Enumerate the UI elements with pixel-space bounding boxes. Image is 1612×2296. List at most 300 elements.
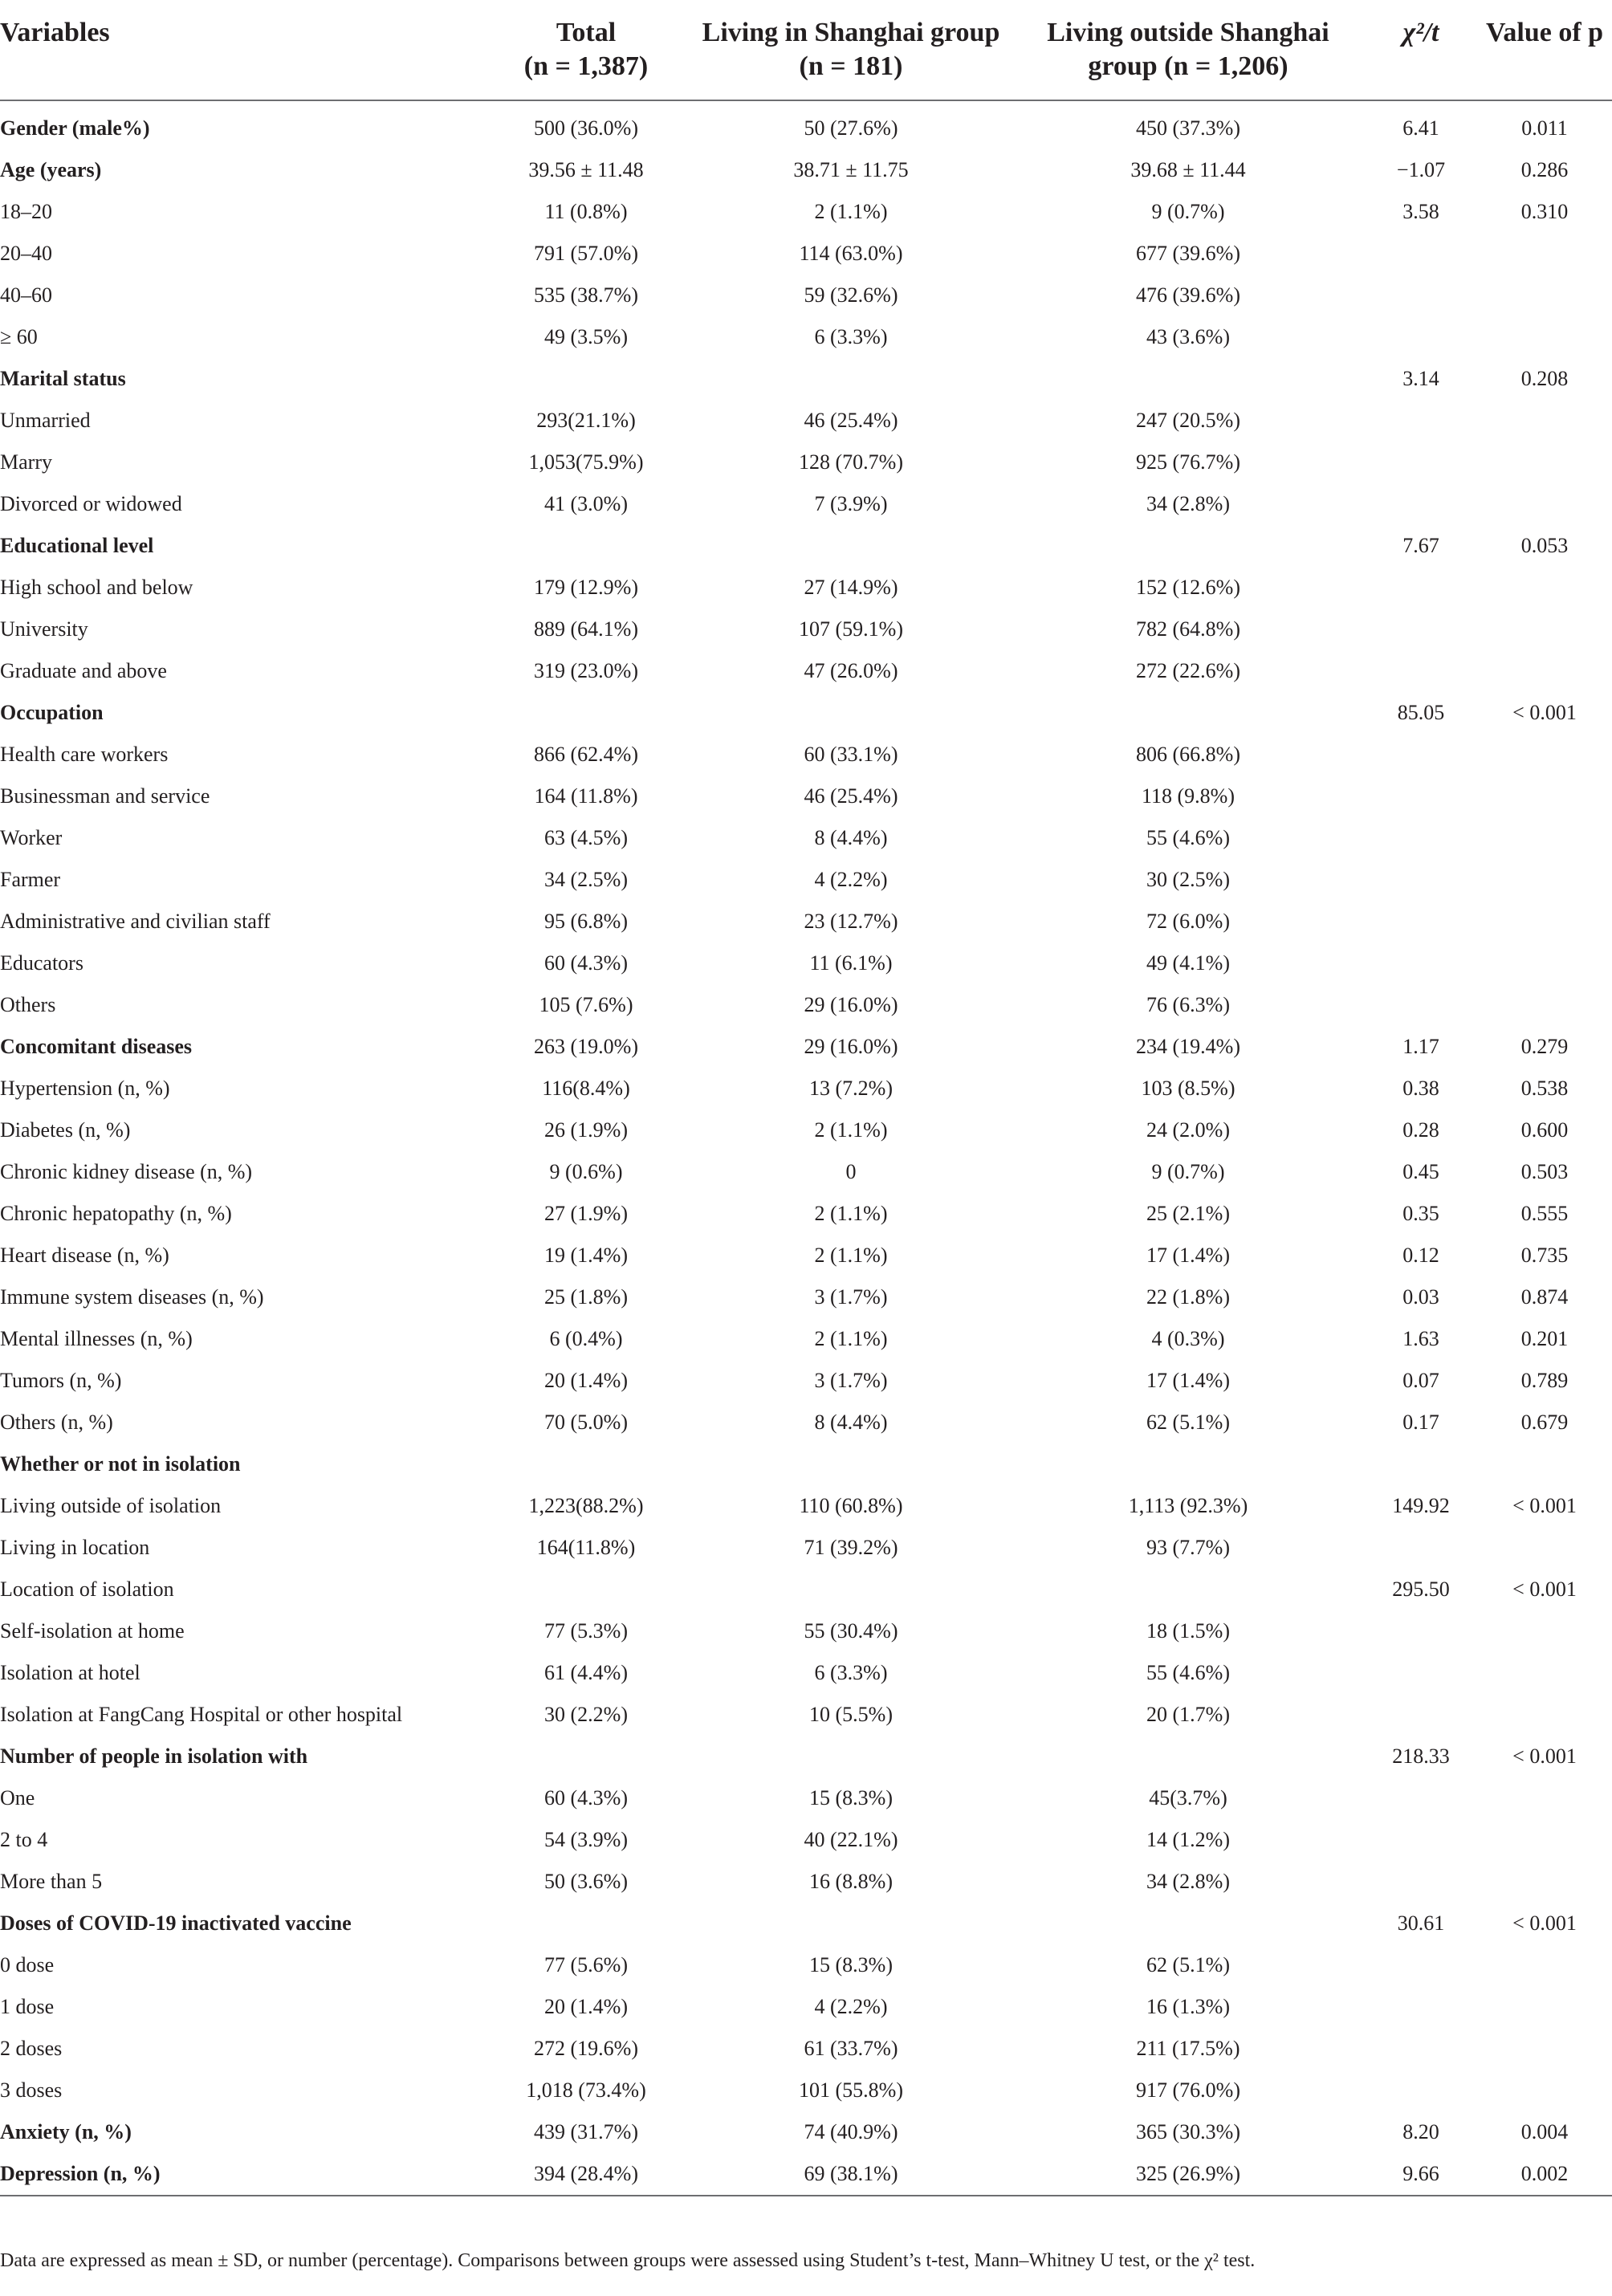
cell-total: 77 (5.3%) [544, 1619, 628, 1643]
cell-p-value [1477, 1610, 1612, 1652]
cell-statistic: 3.58 [1402, 200, 1439, 223]
cell-shanghai: 29 (16.0%) [804, 1035, 898, 1058]
table-row [0, 859, 1612, 901]
cell-total: 791 (57.0%) [534, 242, 638, 265]
cell-total: 25 (1.8%) [544, 1285, 628, 1309]
cell-outside-shanghai: 211 (17.5%) [1136, 2037, 1240, 2060]
cell-statistic [1365, 776, 1477, 817]
cell-variable: Businessman and service [0, 784, 210, 808]
cell-statistic [1365, 233, 1477, 275]
cell-statistic [1365, 567, 1477, 609]
cell-p-value [1477, 2070, 1612, 2111]
cell-statistic: 0.07 [1402, 1369, 1439, 1392]
cell-total: 27 (1.9%) [544, 1202, 628, 1225]
cell-variable: Whether or not in isolation [0, 1452, 241, 1476]
cell-total: 54 (3.9%) [544, 1828, 628, 1851]
cell-statistic: 7.67 [1402, 534, 1439, 557]
cell-variable: ≥ 60 [0, 325, 38, 348]
cell-p-value: 0.002 [1477, 2153, 1612, 2196]
cell-outside-shanghai: 247 (20.5%) [1136, 409, 1240, 432]
table-row [0, 1736, 1612, 1777]
cell-variable: Immune system diseases (n, %) [0, 1285, 264, 1309]
table-row [0, 442, 1612, 483]
header-p-value: Value of p [1477, 6, 1612, 100]
cell-total: 179 (12.9%) [534, 576, 638, 599]
cell-outside-shanghai: 17 (1.4%) [1146, 1369, 1230, 1392]
cell-outside-shanghai: 43 (3.6%) [1146, 325, 1230, 348]
cell-p-value [1477, 942, 1612, 984]
cell-shanghai [690, 1736, 1012, 1777]
cell-variable: Heart disease (n, %) [0, 1244, 169, 1267]
cell-total: 20 (1.4%) [544, 1369, 628, 1392]
cell-total: 1,223(88.2%) [528, 1494, 644, 1517]
cell-statistic [1365, 1819, 1477, 1861]
cell-statistic [1365, 400, 1477, 442]
cell-shanghai: 10 (5.5%) [809, 1703, 893, 1726]
cell-shanghai: 2 (1.1%) [814, 200, 888, 223]
cell-total: 164(11.8%) [536, 1536, 636, 1559]
cell-variable: Age (years) [0, 158, 102, 181]
table-row [0, 1402, 1612, 1443]
cell-total: 95 (6.8%) [544, 910, 628, 933]
cell-total: 535 (38.7%) [534, 283, 638, 307]
cell-statistic: 30.61 [1397, 1911, 1445, 1935]
cell-outside-shanghai: 72 (6.0%) [1146, 910, 1230, 933]
cell-total: 394 (28.4%) [482, 2153, 690, 2196]
cell-outside-shanghai: 782 (64.8%) [1136, 617, 1240, 641]
cell-outside-shanghai: 14 (1.2%) [1146, 1828, 1230, 1851]
cell-outside-shanghai [1012, 1903, 1365, 1944]
table-row [0, 1485, 1612, 1527]
cell-outside-shanghai: 9 (0.7%) [1151, 1160, 1225, 1183]
cell-outside-shanghai: 17 (1.4%) [1146, 1244, 1230, 1267]
cell-shanghai: 7 (3.9%) [814, 492, 888, 515]
cell-outside-shanghai: 25 (2.1%) [1146, 1202, 1230, 1225]
cell-total: 319 (23.0%) [534, 659, 638, 682]
cell-outside-shanghai: 45(3.7%) [1149, 1786, 1227, 1810]
cell-variable: Divorced or widowed [0, 492, 182, 515]
table-footnote: Data are expressed as mean ± SD, or number (percentage). Comparisons between groups were assessed using Student’s t-test, Mann–Whitney U test, or the χ² test. [0, 2250, 1256, 2271]
table-row [0, 191, 1612, 233]
cell-p-value [1477, 316, 1612, 358]
table-row [0, 483, 1612, 525]
cell-variable: Diabetes (n, %) [0, 1118, 131, 1142]
cell-total: 889 (64.1%) [534, 617, 638, 641]
header-outside-shanghai: Living outside Shanghai group (n = 1,206) [1012, 6, 1365, 100]
cell-shanghai: 47 (26.0%) [804, 659, 898, 682]
cell-shanghai: 50 (27.6%) [804, 116, 898, 140]
cell-outside-shanghai: 16 (1.3%) [1146, 1995, 1230, 2018]
cell-shanghai: 15 (8.3%) [809, 1953, 893, 1976]
cell-outside-shanghai: 39.68 ± 11.44 [1130, 158, 1246, 181]
table-row [0, 316, 1612, 358]
cell-variable: Others (n, %) [0, 1411, 113, 1434]
cell-variable: Farmer [0, 868, 61, 891]
cell-statistic [1365, 1610, 1477, 1652]
cell-statistic [1365, 1443, 1477, 1485]
cell-statistic [1365, 1652, 1477, 1694]
cell-p-value [1477, 817, 1612, 859]
cell-p-value: 0.011 [1521, 116, 1568, 140]
cell-statistic [1365, 734, 1477, 776]
cell-total [482, 1443, 690, 1485]
cell-p-value: < 0.001 [1512, 1744, 1577, 1768]
cell-p-value: 0.208 [1520, 367, 1569, 390]
table-row [0, 1694, 1612, 1736]
cell-p-value: < 0.001 [1512, 1494, 1577, 1517]
cell-shanghai: 46 (25.4%) [804, 784, 898, 808]
cell-variable: Health care workers [0, 743, 169, 766]
table-row [0, 275, 1612, 316]
cell-total: 61 (4.4%) [544, 1661, 628, 1684]
table-row [0, 149, 1612, 191]
cell-statistic: 0.17 [1402, 1411, 1439, 1434]
cell-shanghai: 6 (3.3%) [814, 1661, 888, 1684]
cell-variable: Graduate and above [0, 659, 167, 682]
cell-p-value [1477, 1777, 1612, 1819]
cell-outside-shanghai: 55 (4.6%) [1146, 826, 1230, 849]
cell-outside-shanghai: 325 (26.9%) [1012, 2153, 1365, 2196]
cell-p-value [1477, 1944, 1612, 1986]
table-row [0, 1777, 1612, 1819]
table-row [0, 901, 1612, 942]
cell-shanghai: 60 (33.1%) [804, 743, 898, 766]
cell-shanghai [690, 1569, 1012, 1610]
cell-outside-shanghai: 450 (37.3%) [1136, 116, 1240, 140]
cell-total: 9 (0.6%) [549, 1160, 623, 1183]
cell-shanghai: 46 (25.4%) [804, 409, 898, 432]
cell-variable: Unmarried [0, 409, 91, 432]
table-row [0, 2153, 1612, 2196]
cell-p-value [1477, 776, 1612, 817]
cell-variable: Occupation [0, 701, 104, 724]
cell-p-value [1477, 233, 1612, 275]
cell-statistic: 0.03 [1402, 1285, 1439, 1309]
table-row [0, 1068, 1612, 1109]
cell-total: 1,018 (73.4%) [526, 2078, 646, 2102]
cell-outside-shanghai: 103 (8.5%) [1141, 1077, 1235, 1100]
cell-outside-shanghai: 234 (19.4%) [1136, 1035, 1240, 1058]
table-row [0, 1318, 1612, 1360]
table-row [0, 1276, 1612, 1318]
cell-variable: Educational level [0, 534, 154, 557]
cell-variable: Number of people in isolation with [0, 1744, 308, 1768]
cell-outside-shanghai: 925 (76.7%) [1136, 450, 1240, 474]
cell-variable: Administrative and civilian staff [0, 910, 271, 933]
cell-outside-shanghai: 806 (66.8%) [1136, 743, 1240, 766]
cell-statistic: 0.45 [1402, 1160, 1439, 1183]
cell-p-value [1477, 1527, 1612, 1569]
cell-outside-shanghai: 18 (1.5%) [1146, 1619, 1230, 1643]
cell-variable: Self-isolation at home [0, 1619, 185, 1643]
cell-statistic [1365, 817, 1477, 859]
cell-statistic: 6.41 [1402, 116, 1439, 140]
cell-outside-shanghai: 9 (0.7%) [1151, 200, 1225, 223]
cell-outside-shanghai: 1,113 (92.3%) [1128, 1494, 1248, 1517]
cell-variable: 20–40 [0, 242, 52, 265]
cell-total: 39.56 ± 11.48 [528, 158, 644, 181]
demographics-table [0, 6, 1612, 2196]
table-body [0, 100, 1612, 2196]
table-row [0, 358, 1612, 400]
cell-statistic: −1.07 [1396, 158, 1446, 181]
table-row [0, 2028, 1612, 2070]
cell-statistic: 0.12 [1402, 1244, 1439, 1267]
table-row [0, 1610, 1612, 1652]
cell-variable: Living outside of isolation [0, 1494, 222, 1517]
cell-outside-shanghai: 62 (5.1%) [1146, 1953, 1230, 1976]
table-row [0, 1527, 1612, 1569]
cell-total [482, 692, 690, 734]
cell-statistic [1365, 1861, 1477, 1903]
cell-variable: Concomitant diseases [0, 1035, 193, 1058]
cell-statistic [1365, 275, 1477, 316]
cell-p-value [1477, 901, 1612, 942]
cell-variable: 2 to 4 [0, 1828, 48, 1851]
table-row [0, 2070, 1612, 2111]
cell-variable: 3 doses [0, 2078, 63, 2102]
cell-shanghai: 3 (1.7%) [814, 1285, 888, 1309]
cell-variable: Gender (male%) [0, 116, 150, 140]
table-row [0, 1109, 1612, 1151]
cell-p-value [1477, 650, 1612, 692]
cell-outside-shanghai [1012, 358, 1365, 400]
table-row [0, 567, 1612, 609]
table-row [0, 817, 1612, 859]
cell-p-value: 0.053 [1520, 534, 1569, 557]
cell-outside-shanghai: 118 (9.8%) [1141, 784, 1235, 808]
cell-total [482, 525, 690, 567]
cell-shanghai: 74 (40.9%) [804, 2120, 898, 2143]
table-row [0, 1026, 1612, 1068]
cell-p-value: < 0.001 [1512, 701, 1577, 724]
cell-variable: Marital status [0, 367, 126, 390]
cell-variable: 40–60 [0, 283, 52, 307]
cell-variable: Anxiety (n, %) [0, 2120, 132, 2143]
cell-statistic [1365, 1527, 1477, 1569]
cell-p-value: 0.600 [1520, 1118, 1569, 1142]
cell-statistic: 1.63 [1402, 1327, 1439, 1350]
table-row [0, 1235, 1612, 1276]
cell-shanghai: 61 (33.7%) [804, 2037, 898, 2060]
cell-variable: Isolation at hotel [0, 1661, 140, 1684]
cell-p-value [1477, 483, 1612, 525]
cell-total: 41 (3.0%) [544, 492, 628, 515]
cell-total: 77 (5.6%) [544, 1953, 628, 1976]
header-row [0, 6, 1612, 100]
cell-total: 49 (3.5%) [544, 325, 628, 348]
cell-p-value: < 0.001 [1512, 1577, 1577, 1601]
cell-shanghai: 40 (22.1%) [804, 1828, 898, 1851]
table-row [0, 525, 1612, 567]
cell-shanghai: 8 (4.4%) [814, 826, 888, 849]
cell-outside-shanghai: 30 (2.5%) [1146, 868, 1230, 891]
cell-outside-shanghai: 677 (39.6%) [1136, 242, 1240, 265]
cell-p-value: 0.735 [1520, 1244, 1569, 1267]
cell-shanghai: 13 (7.2%) [809, 1077, 893, 1100]
cell-p-value [1477, 984, 1612, 1026]
cell-total: 26 (1.9%) [544, 1118, 628, 1142]
cell-statistic: 0.35 [1402, 1202, 1439, 1225]
cell-shanghai: 2 (1.1%) [814, 1202, 888, 1225]
cell-total: 500 (36.0%) [534, 116, 638, 140]
table-row [0, 1151, 1612, 1193]
cell-p-value: 0.555 [1520, 1202, 1569, 1225]
cell-total: 50 (3.6%) [544, 1870, 628, 1893]
cell-shanghai: 29 (16.0%) [804, 993, 898, 1016]
table-row [0, 400, 1612, 442]
cell-variable: Living in location [0, 1536, 150, 1559]
cell-total [482, 1903, 690, 1944]
cell-outside-shanghai: 476 (39.6%) [1136, 283, 1240, 307]
cell-p-value: 0.310 [1520, 200, 1569, 223]
cell-shanghai: 15 (8.3%) [809, 1786, 893, 1810]
cell-total: 272 (19.6%) [534, 2037, 638, 2060]
cell-statistic [1365, 901, 1477, 942]
cell-p-value [1477, 442, 1612, 483]
cell-outside-shanghai [1012, 1736, 1365, 1777]
cell-variable: Isolation at FangCang Hospital or other hospital [0, 1703, 403, 1726]
cell-statistic [1365, 2070, 1477, 2111]
cell-outside-shanghai: 917 (76.0%) [1136, 2078, 1240, 2102]
cell-total [482, 1736, 690, 1777]
cell-outside-shanghai [1012, 1569, 1365, 1610]
cell-statistic [1365, 859, 1477, 901]
cell-outside-shanghai: 49 (4.1%) [1146, 951, 1230, 975]
cell-shanghai: 110 (60.8%) [799, 1494, 903, 1517]
cell-statistic: 149.92 [1392, 1494, 1450, 1517]
cell-p-value: 0.004 [1520, 2120, 1569, 2143]
cell-p-value [1477, 567, 1612, 609]
cell-total: 60 (4.3%) [544, 1786, 628, 1810]
table-row [0, 1652, 1612, 1694]
cell-outside-shanghai: 76 (6.3%) [1146, 993, 1230, 1016]
cell-total: 164 (11.8%) [534, 784, 638, 808]
cell-outside-shanghai [1012, 692, 1365, 734]
header-variables: Variables [0, 6, 482, 100]
cell-shanghai: 16 (8.8%) [809, 1870, 893, 1893]
table-row [0, 776, 1612, 817]
cell-variable: More than 5 [0, 1870, 103, 1893]
table-row [0, 1360, 1612, 1402]
cell-p-value: 0.503 [1520, 1160, 1569, 1183]
cell-variable: 18–20 [0, 200, 52, 223]
cell-outside-shanghai [1012, 525, 1365, 567]
cell-total: 293(21.1%) [536, 409, 636, 432]
cell-p-value: 0.286 [1520, 158, 1569, 181]
cell-p-value: 0.201 [1520, 1327, 1569, 1350]
cell-shanghai: 101 (55.8%) [799, 2078, 903, 2102]
cell-variable: Location of isolation [0, 1577, 174, 1601]
cell-statistic: 9.66 [1365, 2153, 1477, 2196]
cell-variable: High school and below [0, 576, 193, 599]
cell-variable: Chronic hepatopathy (n, %) [0, 1202, 232, 1225]
cell-statistic [1365, 1777, 1477, 1819]
cell-shanghai: 55 (30.4%) [804, 1619, 898, 1643]
cell-statistic [1365, 650, 1477, 692]
cell-p-value [1477, 1652, 1612, 1694]
cell-statistic [1365, 942, 1477, 984]
table-row [0, 1193, 1612, 1235]
cell-outside-shanghai: 365 (30.3%) [1136, 2120, 1240, 2143]
cell-outside-shanghai: 152 (12.6%) [1136, 576, 1240, 599]
table-row [0, 1443, 1612, 1485]
cell-shanghai [690, 692, 1012, 734]
table-row [0, 734, 1612, 776]
cell-outside-shanghai: 62 (5.1%) [1146, 1411, 1230, 1434]
cell-p-value [1477, 609, 1612, 650]
cell-statistic [1365, 483, 1477, 525]
cell-outside-shanghai: 34 (2.8%) [1146, 1870, 1230, 1893]
cell-outside-shanghai: 55 (4.6%) [1146, 1661, 1230, 1684]
cell-variable: Chronic kidney disease (n, %) [0, 1160, 253, 1183]
cell-p-value [1477, 1861, 1612, 1903]
cell-statistic [1365, 1694, 1477, 1736]
cell-p-value [1477, 400, 1612, 442]
cell-statistic [1365, 316, 1477, 358]
cell-outside-shanghai: 93 (7.7%) [1146, 1536, 1230, 1559]
cell-p-value [1477, 2028, 1612, 2070]
cell-variable: 2 doses [0, 2037, 63, 2060]
table-row [0, 650, 1612, 692]
cell-variable: Educators [0, 951, 83, 975]
cell-total: 11 (0.8%) [544, 200, 628, 223]
table-row [0, 1903, 1612, 1944]
cell-variable: Mental illnesses (n, %) [0, 1327, 193, 1350]
cell-shanghai: 2 (1.1%) [814, 1118, 888, 1142]
cell-outside-shanghai [1012, 1443, 1365, 1485]
cell-statistic: 0.28 [1402, 1118, 1439, 1142]
cell-shanghai: 2 (1.1%) [814, 1327, 888, 1350]
cell-total [482, 1569, 690, 1610]
cell-total: 6 (0.4%) [549, 1327, 623, 1350]
cell-outside-shanghai: 22 (1.8%) [1146, 1285, 1230, 1309]
cell-total: 1,053(75.9%) [528, 450, 644, 474]
cell-shanghai [690, 1443, 1012, 1485]
cell-shanghai: 8 (4.4%) [814, 1411, 888, 1434]
cell-total: 63 (4.5%) [544, 826, 628, 849]
cell-outside-shanghai: 34 (2.8%) [1146, 492, 1230, 515]
cell-variable: One [0, 1786, 35, 1810]
cell-p-value [1477, 1819, 1612, 1861]
cell-shanghai: 6 (3.3%) [814, 325, 888, 348]
cell-shanghai [690, 358, 1012, 400]
cell-shanghai: 114 (63.0%) [799, 242, 903, 265]
cell-variable: Tumors (n, %) [0, 1369, 122, 1392]
cell-p-value: < 0.001 [1512, 1911, 1577, 1935]
table-row [0, 1569, 1612, 1610]
cell-shanghai: 3 (1.7%) [814, 1369, 888, 1392]
cell-p-value [1477, 1986, 1612, 2028]
cell-shanghai: 4 (2.2%) [814, 1995, 888, 2018]
cell-shanghai: 38.71 ± 11.75 [793, 158, 909, 181]
cell-statistic: 85.05 [1397, 701, 1445, 724]
cell-total: 60 (4.3%) [544, 951, 628, 975]
cell-shanghai: 23 (12.7%) [804, 910, 898, 933]
cell-p-value: 0.279 [1520, 1035, 1569, 1058]
table-row [0, 1861, 1612, 1903]
cell-statistic [1365, 2028, 1477, 2070]
cell-total [482, 358, 690, 400]
table-row [0, 233, 1612, 275]
cell-total: 263 (19.0%) [534, 1035, 638, 1058]
cell-variable: Others [0, 993, 56, 1016]
cell-shanghai: 2 (1.1%) [814, 1244, 888, 1267]
cell-p-value [1477, 859, 1612, 901]
cell-outside-shanghai: 4 (0.3%) [1151, 1327, 1225, 1350]
cell-p-value: 0.874 [1520, 1285, 1569, 1309]
cell-variable: University [0, 617, 88, 641]
